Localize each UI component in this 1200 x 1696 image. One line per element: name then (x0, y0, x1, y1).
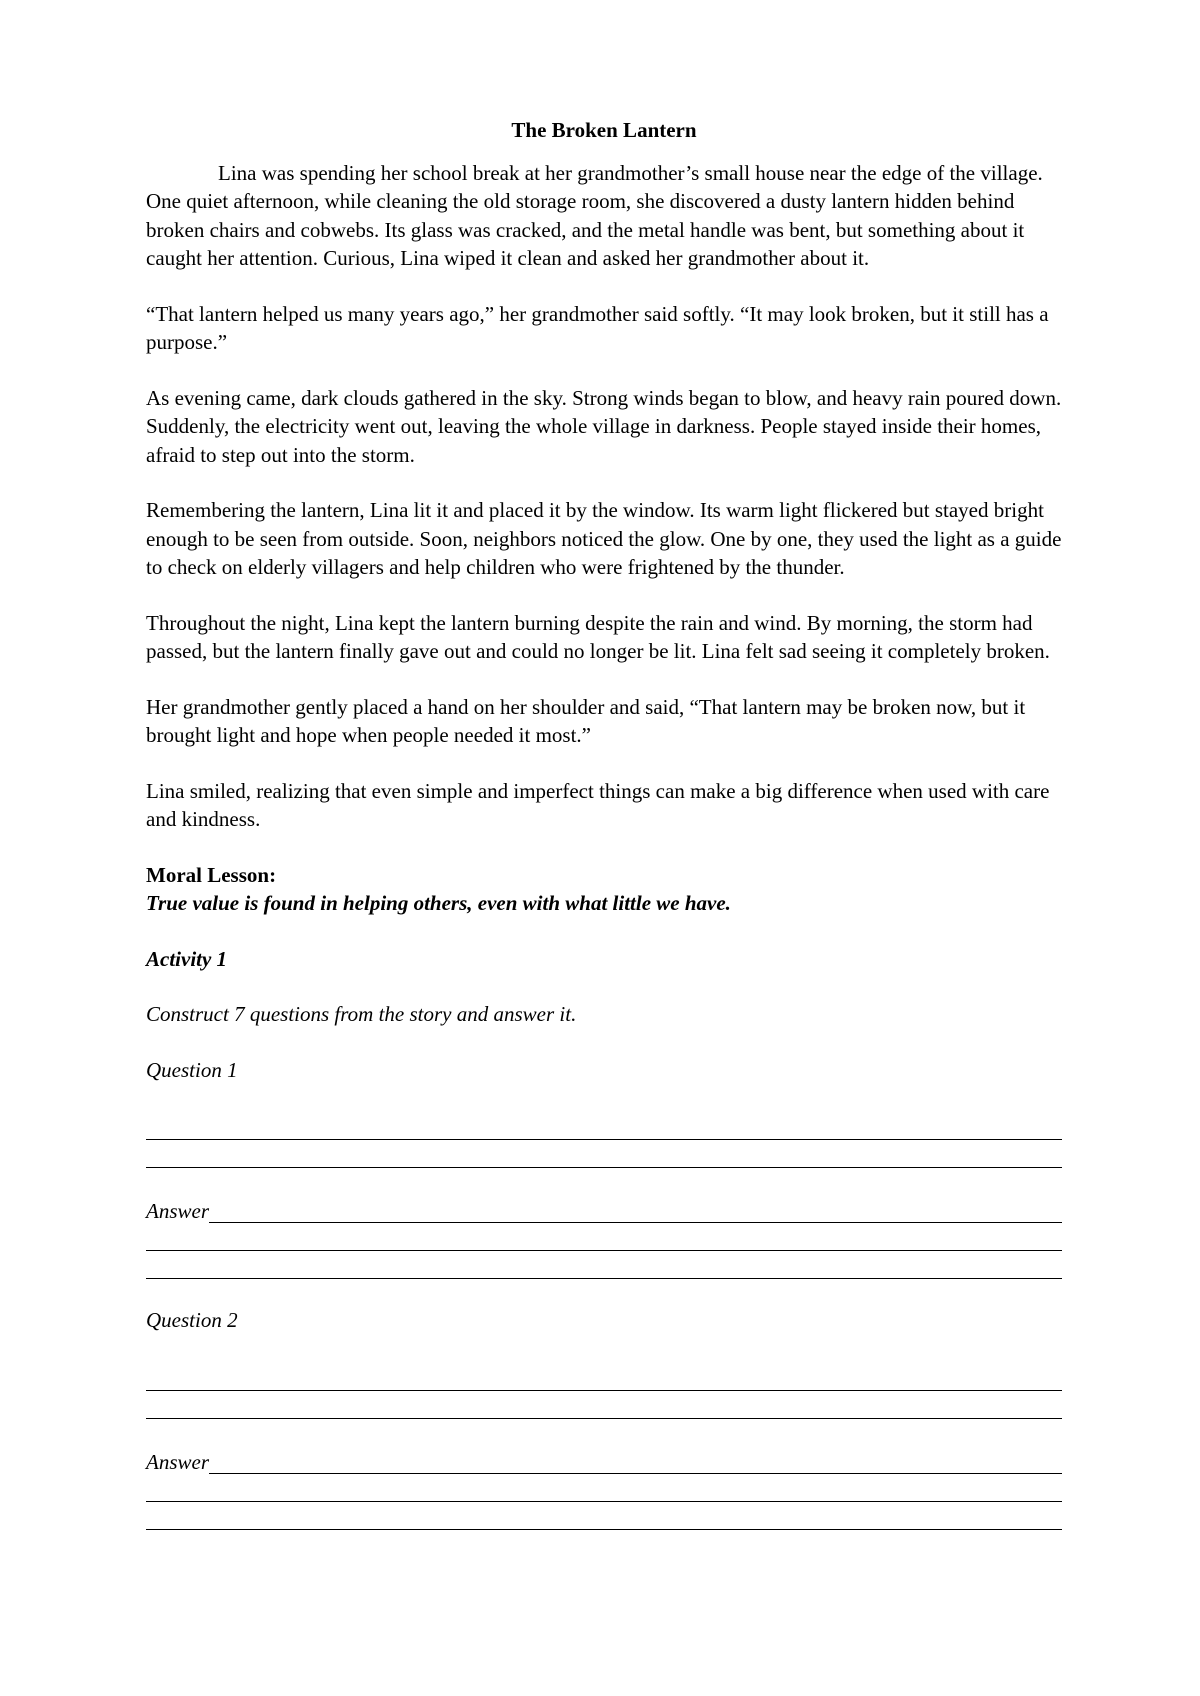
question-block-2 (146, 1306, 1062, 1530)
story-title: The Broken Lantern (511, 118, 697, 142)
answer-2-writing-line-3[interactable] (146, 1502, 1062, 1530)
question-1-writing-line-2[interactable] (146, 1140, 1062, 1168)
activity-instruction: Construct 7 questions from the story and answer it. (146, 1002, 577, 1026)
answer-label-2: Answer (146, 1449, 209, 1474)
activity-heading: Activity 1 (146, 946, 228, 971)
story-paragraph-4: Remembering the lantern, Lina lit it and placed it by the window. Its warm light flickered but stayed bright enough to be seen from outside. Soon, neighbors noticed the glow. One by one, they used the light as a guide to check on elderly villagers and help children who were frightened by the thunder. (146, 498, 1062, 579)
answer-2-writing-line-1[interactable] (209, 1446, 1062, 1474)
story-paragraph-7: Lina smiled, realizing that even simple and imperfect things can make a big difference when used with care and kindness. (146, 778, 1050, 831)
question-label-1: Question 1 (146, 1057, 238, 1082)
story-paragraph-3: As evening came, dark clouds gathered in the sky. Strong winds began to blow, and heavy rain poured down. Suddenly, the electricity went out, leaving the whole village in darkness. People stayed inside their homes, afraid to step out into the storm. (146, 385, 1062, 467)
question-2-writing-line-2[interactable] (146, 1391, 1062, 1419)
story-paragraph-2: “That lantern helped us many years ago,” her grandmother said softly. “It may look broken, but it still has a purpose.” (146, 301, 1049, 354)
moral-heading: Moral Lesson: (146, 862, 277, 887)
answer-1-writing-line-1[interactable] (209, 1195, 1062, 1223)
worksheet-page (146, 116, 1062, 1530)
story-paragraph-5: Throughout the night, Lina kept the lantern burning despite the rain and wind. By morning, the storm had passed, but the lantern finally gave out and could no longer be lit. Lina felt sad seeing it completely broken. (146, 610, 1050, 663)
question-block-1 (146, 1056, 1062, 1280)
answer-label-1: Answer (146, 1199, 209, 1223)
answer-row-2 (146, 1446, 1062, 1474)
answer-1-writing-line-2[interactable] (146, 1223, 1062, 1251)
answer-row-1 (146, 1195, 1062, 1223)
story-paragraph-6: Her grandmother gently placed a hand on her shoulder and said, “That lantern may be broken now, but it brought light and hope when people needed it most.” (146, 694, 1026, 747)
moral-text: True value is found in helping others, even with what little we have. (146, 891, 731, 915)
answer-2-writing-line-2[interactable] (146, 1474, 1062, 1502)
question-1-writing-line-1[interactable] (146, 1112, 1062, 1140)
question-label-2: Question 2 (146, 1308, 238, 1332)
answer-1-writing-line-3[interactable] (146, 1251, 1062, 1279)
story-paragraph-1: Lina was spending her school break at her grandmother’s small house near the edge of the village. One quiet afternoon, while cleaning the old storage room, she discovered a dusty lantern hidden behind broken chairs and cobwebs. Its glass was cracked, and the metal handle was bent, but something about it caught her attention. Curious, Lina wiped it clean and asked her grandmother about it. (146, 160, 1043, 270)
question-2-writing-line-1[interactable] (146, 1363, 1062, 1391)
